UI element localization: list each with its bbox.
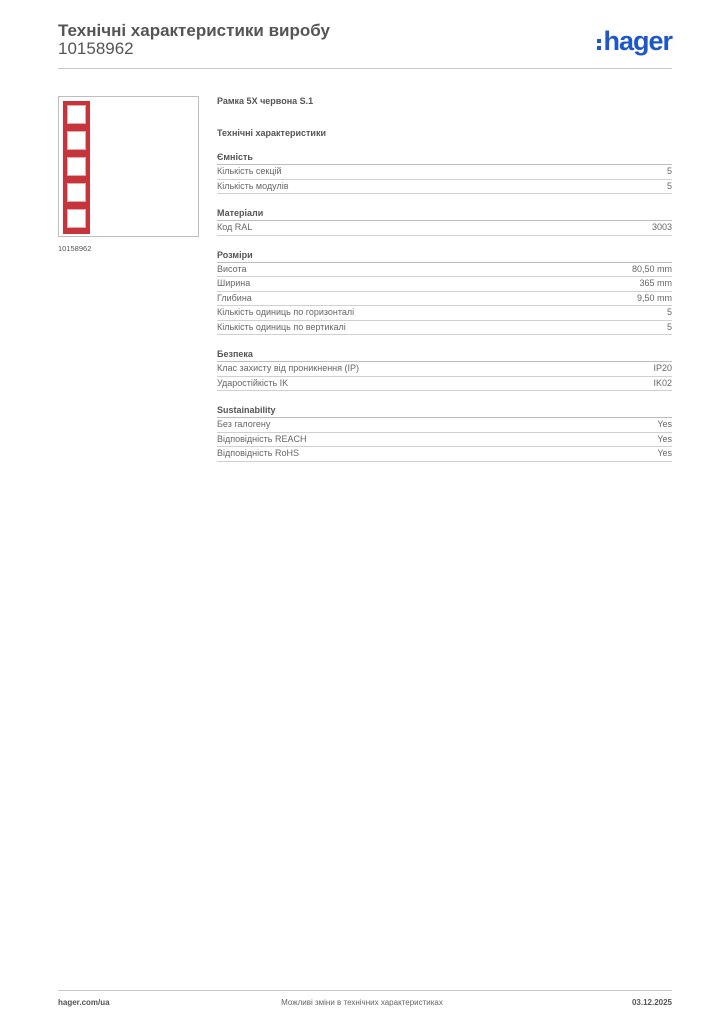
spec-row	[217, 362, 672, 377]
section-heading: Технічні характеристики	[217, 128, 326, 138]
group-title: Безпека	[217, 349, 672, 362]
spec-row	[217, 180, 672, 195]
frame-module-opening	[67, 105, 86, 124]
footer-date: 03.12.2025	[631, 998, 672, 1007]
footer-notice: Можливі зміни в технічних характеристиках	[281, 998, 443, 1007]
spec-label: Без галогену	[217, 419, 271, 429]
spec-row	[217, 292, 672, 307]
spec-groups	[217, 152, 672, 462]
spec-value: Yes	[657, 448, 672, 458]
spec-value: 3003	[651, 222, 672, 232]
red-frame-icon	[63, 101, 90, 234]
spec-group	[217, 250, 672, 336]
spec-group	[217, 349, 672, 391]
spec-value: IK02	[653, 377, 672, 388]
spec-label: Висота	[217, 263, 247, 274]
spec-label: Відповідність REACH	[217, 433, 307, 444]
spec-label: Ударостійкість IK	[217, 377, 289, 388]
spec-label: Кількість одиниць по горизонталі	[217, 307, 355, 317]
frame-module-opening	[67, 157, 86, 176]
frame-module-opening	[67, 183, 86, 202]
spec-label: Глибина	[217, 292, 252, 303]
frame-module-opening	[67, 209, 86, 228]
hager-logo	[597, 28, 672, 54]
spec-value: 365 mm	[639, 278, 672, 288]
spec-value: 5	[666, 180, 672, 191]
spec-value: IP20	[653, 363, 672, 373]
footer-website[interactable]: hager.com/ua	[58, 998, 110, 1007]
image-caption: 10158962	[58, 244, 92, 253]
spec-row	[217, 447, 672, 462]
spec-row	[217, 418, 672, 433]
spec-value: Yes	[657, 433, 672, 444]
logo-text: hager	[603, 26, 672, 56]
product-image	[58, 96, 199, 237]
spec-row	[217, 377, 672, 392]
spec-value: 9,50 mm	[636, 292, 672, 303]
group-title: Ємність	[217, 152, 672, 165]
product-name: Рамка 5X червона S.1	[217, 96, 314, 106]
spec-row	[217, 165, 672, 180]
footer-divider	[58, 990, 672, 991]
spec-label: Клас захисту від проникнення (IP)	[217, 363, 360, 373]
spec-value: 5	[666, 307, 672, 317]
spec-value: Yes	[657, 419, 672, 429]
header-divider	[58, 68, 672, 69]
spec-value: 5	[666, 166, 672, 176]
group-title: Розміри	[217, 250, 672, 263]
spec-row	[217, 321, 672, 336]
spec-value: 80,50 mm	[631, 263, 672, 274]
page-title: Технічні характеристики виробу	[58, 21, 330, 40]
spec-label: Код RAL	[217, 222, 253, 232]
spec-label: Ширина	[217, 278, 251, 288]
specifications	[217, 96, 672, 462]
spec-label: Кількість одиниць по вертикалі	[217, 321, 346, 332]
spec-label: Кількість секцій	[217, 166, 282, 176]
frame-module-opening	[67, 131, 86, 150]
spec-label: Кількість модулів	[217, 180, 289, 191]
spec-row	[217, 306, 672, 321]
spec-group	[217, 152, 672, 194]
spec-row	[217, 263, 672, 278]
spec-row	[217, 221, 672, 236]
article-number: 10158962	[58, 39, 134, 58]
spec-value: 5	[666, 321, 672, 332]
group-title: Матеріали	[217, 208, 672, 221]
spec-label: Відповідність RoHS	[217, 448, 299, 458]
logo-dots-icon	[597, 39, 601, 50]
group-title: Sustainability	[217, 405, 672, 418]
spec-group	[217, 405, 672, 462]
spec-group	[217, 208, 672, 236]
spec-row	[217, 277, 672, 292]
spec-row	[217, 433, 672, 448]
